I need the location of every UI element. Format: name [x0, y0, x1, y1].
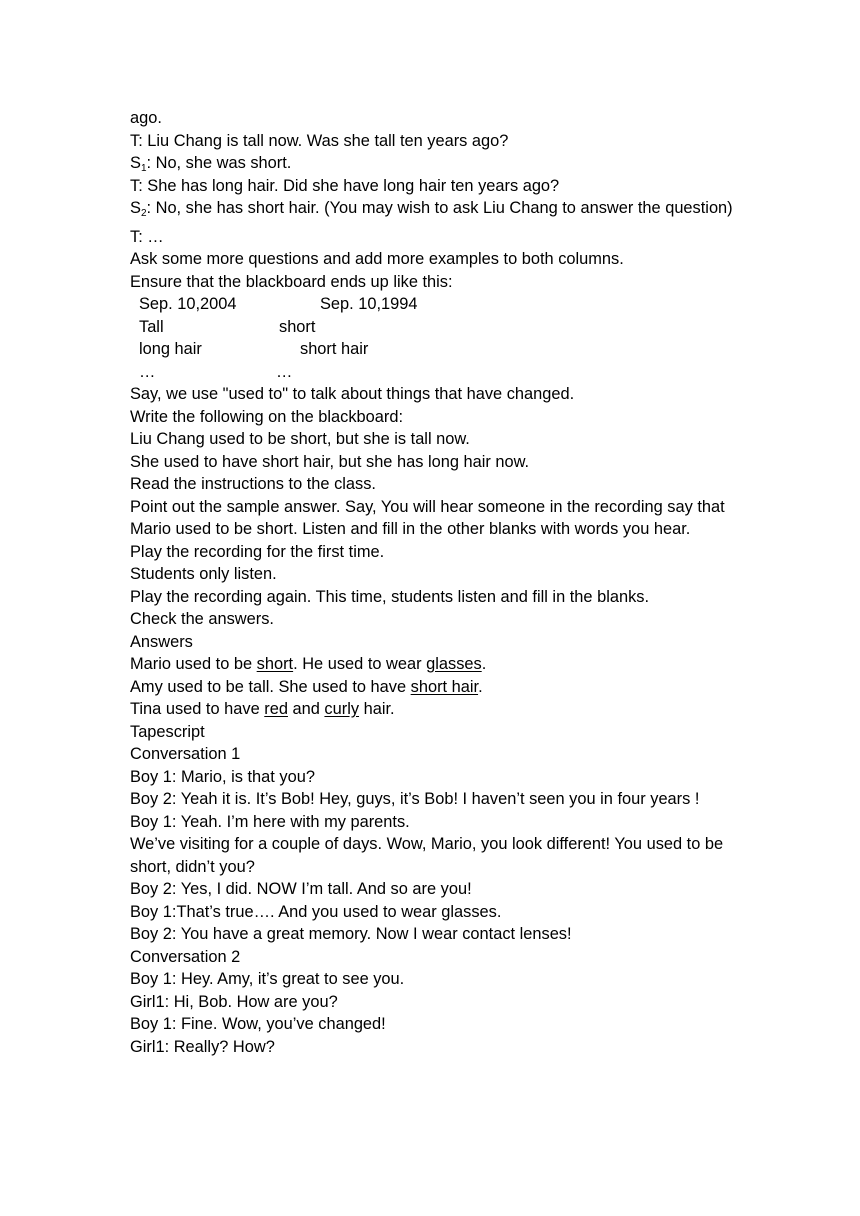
dialogue-line: Boy 1: Hey. Amy, it’s great to see you.	[130, 970, 405, 988]
text-line: She used to have short hair, but she has long hair now.	[130, 452, 530, 471]
text-line: Say, we use "used to" to talk about things that have changed.	[130, 385, 575, 403]
dialogue-paragraph: We’ve visiting for a couple of days. Wow, Mario, you look different! You used to be short, didn’t you?	[130, 835, 724, 876]
text-line: Ensure that the blackboard ends up like this:	[130, 272, 453, 291]
blackboard-right-cell: Sep. 10,1994	[320, 295, 418, 313]
blackboard-left-cell: long hair	[139, 340, 202, 358]
text-line: Play the recording for the first time.	[130, 542, 385, 561]
dialogue-line: Boy 1:That’s true…. And you used to wear glasses.	[130, 902, 502, 921]
blackboard-left-cell: Tall	[139, 317, 164, 336]
instruction-paragraph: Point out the sample answer. Say, You will hear someone in the recording say that Mario used to be short. Listen and fill in the other blanks with words you hear.	[130, 497, 725, 538]
dialogue-line: Boy 2: You have a great memory. Now I wear contact lenses!	[130, 925, 572, 943]
blackboard-left-cell: …	[139, 362, 156, 381]
text-line: Write the following on the blackboard:	[130, 407, 404, 426]
answer-blank: short	[256, 655, 294, 673]
conversation-heading: Conversation 1	[130, 745, 241, 763]
student-1-line: $S_1$: No, she was short.	[130, 154, 292, 174]
answer-blank: short hair	[410, 677, 479, 696]
text-line: Read the instructions to the class.	[130, 475, 376, 493]
dialogue-line: Girl1: Hi, Bob. How are you?	[130, 992, 338, 1011]
answer-blank: glasses	[426, 655, 482, 673]
dialogue-line: Boy 1: Yeah. I’m here with my parents.	[130, 812, 410, 831]
conversation-heading: Conversation 2	[130, 947, 241, 966]
text-line: Play the recording again. This time, students listen and fill in the blanks.	[130, 587, 650, 606]
answer-blank: red	[264, 700, 288, 718]
blackboard-right-cell: short hair	[300, 340, 369, 358]
text-line: Ask some more questions and add more examples to both columns.	[130, 250, 624, 268]
text-line: Check the answers.	[130, 610, 274, 628]
blackboard-right-cell: short	[279, 317, 316, 336]
dialogue-line: Boy 1: Fine. Wow, you’ve changed!	[130, 1015, 386, 1033]
dialogue-line: Boy 2: Yeah it is. It’s Bob! Hey, guys, it’s Bob! I haven’t seen you in four years !	[130, 790, 700, 808]
blackboard-row	[130, 316, 750, 339]
blackboard-row	[130, 338, 750, 361]
text-line: Liu Chang used to be short, but she is tall now.	[130, 430, 470, 448]
tapescript-heading: Tapescript	[130, 722, 205, 741]
text-line: T: She has long hair. Did she have long hair ten years ago?	[130, 176, 560, 195]
text-line: T: …	[130, 227, 164, 246]
document-page	[130, 107, 750, 1058]
blackboard-left-cell: Sep. 10,2004	[139, 295, 237, 313]
blackboard-row	[130, 293, 750, 316]
blackboard-right-cell: …	[276, 362, 293, 381]
answer-line: Amy used to be tall. She used to have short hair.	[130, 677, 483, 696]
blackboard-columns	[130, 293, 750, 383]
dialogue-line: Girl1: Really? How?	[130, 1037, 275, 1056]
blackboard-row	[130, 361, 750, 384]
dialogue-line: Boy 1: Mario, is that you?	[130, 767, 315, 786]
answers-heading: Answers	[130, 632, 193, 651]
text-line: ago.	[130, 109, 162, 127]
answer-line: Mario used to be short. He used to wear glasses.	[130, 655, 487, 673]
student-2-line: $S_2$: No, she has short hair. (You may wish to ask Liu Chang to answer the question)	[130, 199, 733, 219]
answer-blank: curly	[324, 700, 360, 718]
answer-line: Tina used to have red and curly hair.	[130, 700, 395, 718]
text-line: Students only listen.	[130, 565, 277, 583]
text-line: T: Liu Chang is tall now. Was she tall ten years ago?	[130, 131, 509, 150]
dialogue-line: Boy 2: Yes, I did. NOW I’m tall. And so are you!	[130, 880, 472, 898]
